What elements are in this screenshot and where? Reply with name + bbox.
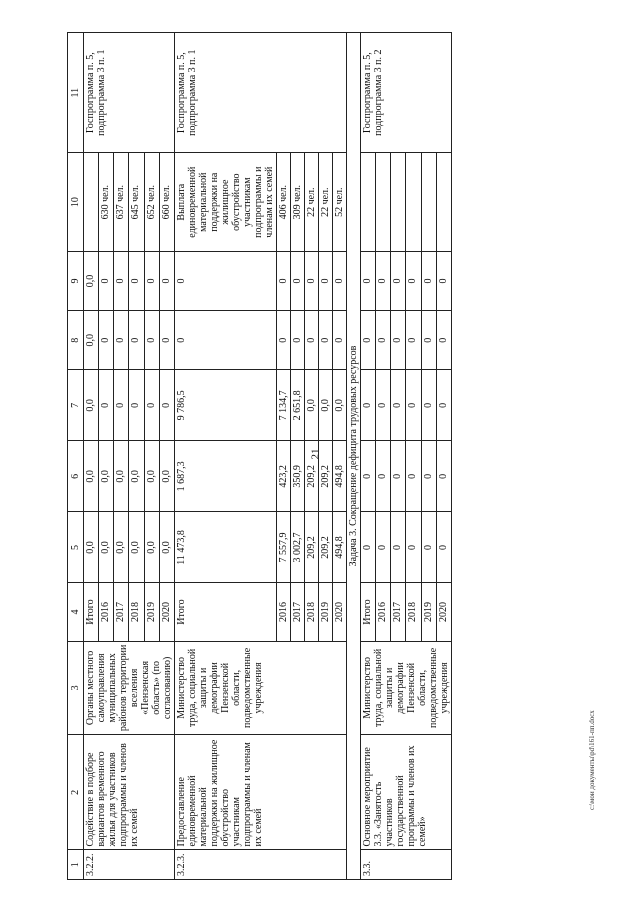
local-budget-cell: 0 <box>361 311 376 370</box>
indicator-cell <box>421 153 436 252</box>
table-row <box>84 33 99 880</box>
regional-budget-cell: 0 <box>376 441 391 512</box>
indicator-cell: Выплата единовременной материальной поддержки на жилищное обустройство участникам подпрограммы и членам их семей <box>175 153 277 252</box>
year-cell: 2016 <box>277 583 291 641</box>
federal-budget-cell: 0 <box>361 370 376 441</box>
other-sources-cell: 0 <box>333 251 347 310</box>
column-header: 3 <box>68 641 84 735</box>
other-sources-cell: 0 <box>319 251 333 310</box>
regional-budget-cell: 0 <box>421 441 436 512</box>
indicator-cell: 22 чел. <box>305 153 319 252</box>
other-sources-cell: 0 <box>421 251 436 310</box>
total-cell: 0 <box>391 512 406 583</box>
other-sources-cell: 0,0 <box>84 251 99 310</box>
local-budget-cell: 0 <box>333 311 347 370</box>
local-budget-cell: 0 <box>436 311 451 370</box>
local-budget-cell: 0 <box>319 311 333 370</box>
total-cell: 0,0 <box>114 512 129 583</box>
regional-budget-cell: 0,0 <box>159 441 174 512</box>
local-budget-cell: 0 <box>421 311 436 370</box>
other-sources-cell: 0 <box>175 251 277 310</box>
year-cell: 2020 <box>333 583 347 641</box>
federal-budget-cell: 9 786,5 <box>175 370 277 441</box>
total-cell: 0,0 <box>84 512 99 583</box>
federal-budget-cell: 0,0 <box>319 370 333 441</box>
total-cell: 7 557,9 <box>277 512 291 583</box>
total-cell: 0,0 <box>99 512 114 583</box>
page-number: 21 <box>309 448 322 460</box>
regional-budget-cell: 423,2 <box>277 441 291 512</box>
executor: Органы местного самоуправления муниципальных районов территории вселения «Пензенская область» (по согласованию) <box>84 641 175 735</box>
year-cell: 2018 <box>406 583 421 641</box>
local-budget-cell: 0 <box>406 311 421 370</box>
executor: Министерство труда, социальной защиты и демографии Пензенской области, подведомственные учреждения <box>361 641 452 735</box>
local-budget-cell: 0 <box>129 311 144 370</box>
indicator-cell: 660 чел. <box>159 153 174 252</box>
total-cell: 0 <box>376 512 391 583</box>
regional-budget-cell: 0,0 <box>99 441 114 512</box>
indicator-cell <box>376 153 391 252</box>
local-budget-cell: 0 <box>277 311 291 370</box>
other-sources-cell: 0 <box>277 251 291 310</box>
federal-budget-cell: 0 <box>99 370 114 441</box>
indicator-cell: 309 чел. <box>291 153 305 252</box>
measure-name: Предоставление единовременной материальной поддержки на жилищное обустройство участникам подпрограммы и членам их семей <box>175 735 347 850</box>
column-header: 8 <box>68 311 84 370</box>
regional-budget-cell: 0,0 <box>129 441 144 512</box>
federal-budget-cell: 0 <box>421 370 436 441</box>
other-sources-cell: 0 <box>391 251 406 310</box>
other-sources-cell: 0 <box>159 251 174 310</box>
item-number: 3.2.3. <box>175 850 347 880</box>
year-cell: Итого <box>175 583 277 641</box>
federal-budget-cell: 0 <box>436 370 451 441</box>
column-header: 11 <box>68 33 84 153</box>
year-cell: 2016 <box>99 583 114 641</box>
column-header: 10 <box>68 153 84 252</box>
total-cell: 0 <box>421 512 436 583</box>
column-header: 6 <box>68 441 84 512</box>
footer-path: c:\мои документы\pd\161-пп.docx <box>588 710 596 810</box>
local-budget-cell: 0 <box>391 311 406 370</box>
year-cell: 2017 <box>114 583 129 641</box>
federal-budget-cell: 0 <box>391 370 406 441</box>
regional-budget-cell: 209,2 <box>305 441 319 512</box>
measure-name: Содействие в подборе вариантов временного жилья для участников подпрограммы и членов их семей <box>84 735 175 850</box>
other-sources-cell: 0 <box>129 251 144 310</box>
column-number-row <box>68 33 84 880</box>
executor: Министерство труда, социальной защиты и демографии Пензенской области, подведомственные учреждения <box>175 641 347 735</box>
local-budget-cell: 0 <box>114 311 129 370</box>
total-cell: 209,2 <box>305 512 319 583</box>
measure-name: Основное мероприятие 3.3. «Занятость участников государственной программы и членов их семей» <box>361 735 452 850</box>
indicator-cell <box>84 153 99 252</box>
year-cell: 2018 <box>305 583 319 641</box>
federal-budget-cell: 0 <box>144 370 159 441</box>
federal-budget-cell: 0 <box>376 370 391 441</box>
column-header: 9 <box>68 251 84 310</box>
program-link: Госпрограмма п. 5, подпрограмма 3 п. 1 <box>175 33 347 153</box>
other-sources-cell: 0 <box>144 251 159 310</box>
other-sources-cell: 0 <box>361 251 376 310</box>
other-sources-cell: 0 <box>99 251 114 310</box>
other-sources-cell: 0 <box>436 251 451 310</box>
indicator-cell <box>436 153 451 252</box>
local-budget-cell: 0 <box>144 311 159 370</box>
federal-budget-cell: 0,0 <box>333 370 347 441</box>
other-sources-cell: 0 <box>376 251 391 310</box>
year-cell: Итого <box>361 583 376 641</box>
other-sources-cell: 0 <box>305 251 319 310</box>
program-table <box>67 32 452 880</box>
other-sources-cell: 0 <box>291 251 305 310</box>
federal-budget-cell: 0 <box>129 370 144 441</box>
total-cell: 0 <box>361 512 376 583</box>
indicator-cell: 630 чел. <box>99 153 114 252</box>
column-header: 2 <box>68 735 84 850</box>
federal-budget-cell: 0 <box>159 370 174 441</box>
local-budget-cell: 0 <box>291 311 305 370</box>
regional-budget-cell: 209,2 <box>319 441 333 512</box>
federal-budget-cell: 7 134,7 <box>277 370 291 441</box>
federal-budget-cell: 2 651,8 <box>291 370 305 441</box>
table-body <box>84 33 452 880</box>
task-title: Задача 3. Сокращение дефицита трудовых ресурсов <box>347 33 361 880</box>
indicator-cell: 406 чел. <box>277 153 291 252</box>
total-cell: 0,0 <box>144 512 159 583</box>
regional-budget-cell: 0 <box>436 441 451 512</box>
column-header: 7 <box>68 370 84 441</box>
indicator-cell: 22 чел. <box>319 153 333 252</box>
regional-budget-cell: 0,0 <box>144 441 159 512</box>
regional-budget-cell: 0 <box>391 441 406 512</box>
local-budget-cell: 0 <box>376 311 391 370</box>
indicator-cell <box>391 153 406 252</box>
table-row <box>175 33 277 880</box>
indicator-cell: 52 чел. <box>333 153 347 252</box>
other-sources-cell: 0 <box>114 251 129 310</box>
year-cell: 2020 <box>159 583 174 641</box>
federal-budget-cell: 0 <box>406 370 421 441</box>
other-sources-cell: 0 <box>406 251 421 310</box>
year-cell: 2016 <box>376 583 391 641</box>
total-cell: 209,2 <box>319 512 333 583</box>
federal-budget-cell: 0,0 <box>84 370 99 441</box>
program-link: Госпрограмма п. 5, подпрограмма 3 п. 1 <box>84 33 175 153</box>
regional-budget-cell: 0 <box>406 441 421 512</box>
regional-budget-cell: 0 <box>361 441 376 512</box>
column-header: 5 <box>68 512 84 583</box>
total-cell: 0 <box>406 512 421 583</box>
table-sheet <box>67 32 605 880</box>
table-row <box>361 33 376 880</box>
local-budget-cell: 0 <box>99 311 114 370</box>
indicator-cell: 645 чел. <box>129 153 144 252</box>
indicator-cell <box>406 153 421 252</box>
year-cell: 2019 <box>144 583 159 641</box>
year-cell: 2020 <box>436 583 451 641</box>
total-cell: 494,8 <box>333 512 347 583</box>
column-header: 1 <box>68 850 84 880</box>
program-link: Госпрограмма п. 5, подпрограмма 3 п. 2 <box>361 33 452 153</box>
local-budget-cell: 0,0 <box>84 311 99 370</box>
local-budget-cell: 0 <box>175 311 277 370</box>
federal-budget-cell: 0 <box>114 370 129 441</box>
year-cell: 2019 <box>421 583 436 641</box>
local-budget-cell: 0 <box>305 311 319 370</box>
local-budget-cell: 0 <box>159 311 174 370</box>
regional-budget-cell: 0,0 <box>114 441 129 512</box>
federal-budget-cell: 0,0 <box>305 370 319 441</box>
item-number: 3.2.2. <box>84 850 175 880</box>
regional-budget-cell: 0,0 <box>84 441 99 512</box>
total-cell: 0,0 <box>129 512 144 583</box>
total-cell: 0 <box>436 512 451 583</box>
indicator-cell: 637 чел. <box>114 153 129 252</box>
total-cell: 0,0 <box>159 512 174 583</box>
year-cell: 2017 <box>391 583 406 641</box>
year-cell: 2017 <box>291 583 305 641</box>
indicator-cell: 652 чел. <box>144 153 159 252</box>
year-cell: 2018 <box>129 583 144 641</box>
task-row <box>347 33 361 880</box>
total-cell: 11 473,8 <box>175 512 277 583</box>
regional-budget-cell: 1 687,3 <box>175 441 277 512</box>
column-header: 4 <box>68 583 84 641</box>
year-cell: Итого <box>84 583 99 641</box>
regional-budget-cell: 350,9 <box>291 441 305 512</box>
indicator-cell <box>361 153 376 252</box>
regional-budget-cell: 494,8 <box>333 441 347 512</box>
year-cell: 2019 <box>319 583 333 641</box>
item-number: 3.3. <box>361 850 452 880</box>
total-cell: 3 002,7 <box>291 512 305 583</box>
